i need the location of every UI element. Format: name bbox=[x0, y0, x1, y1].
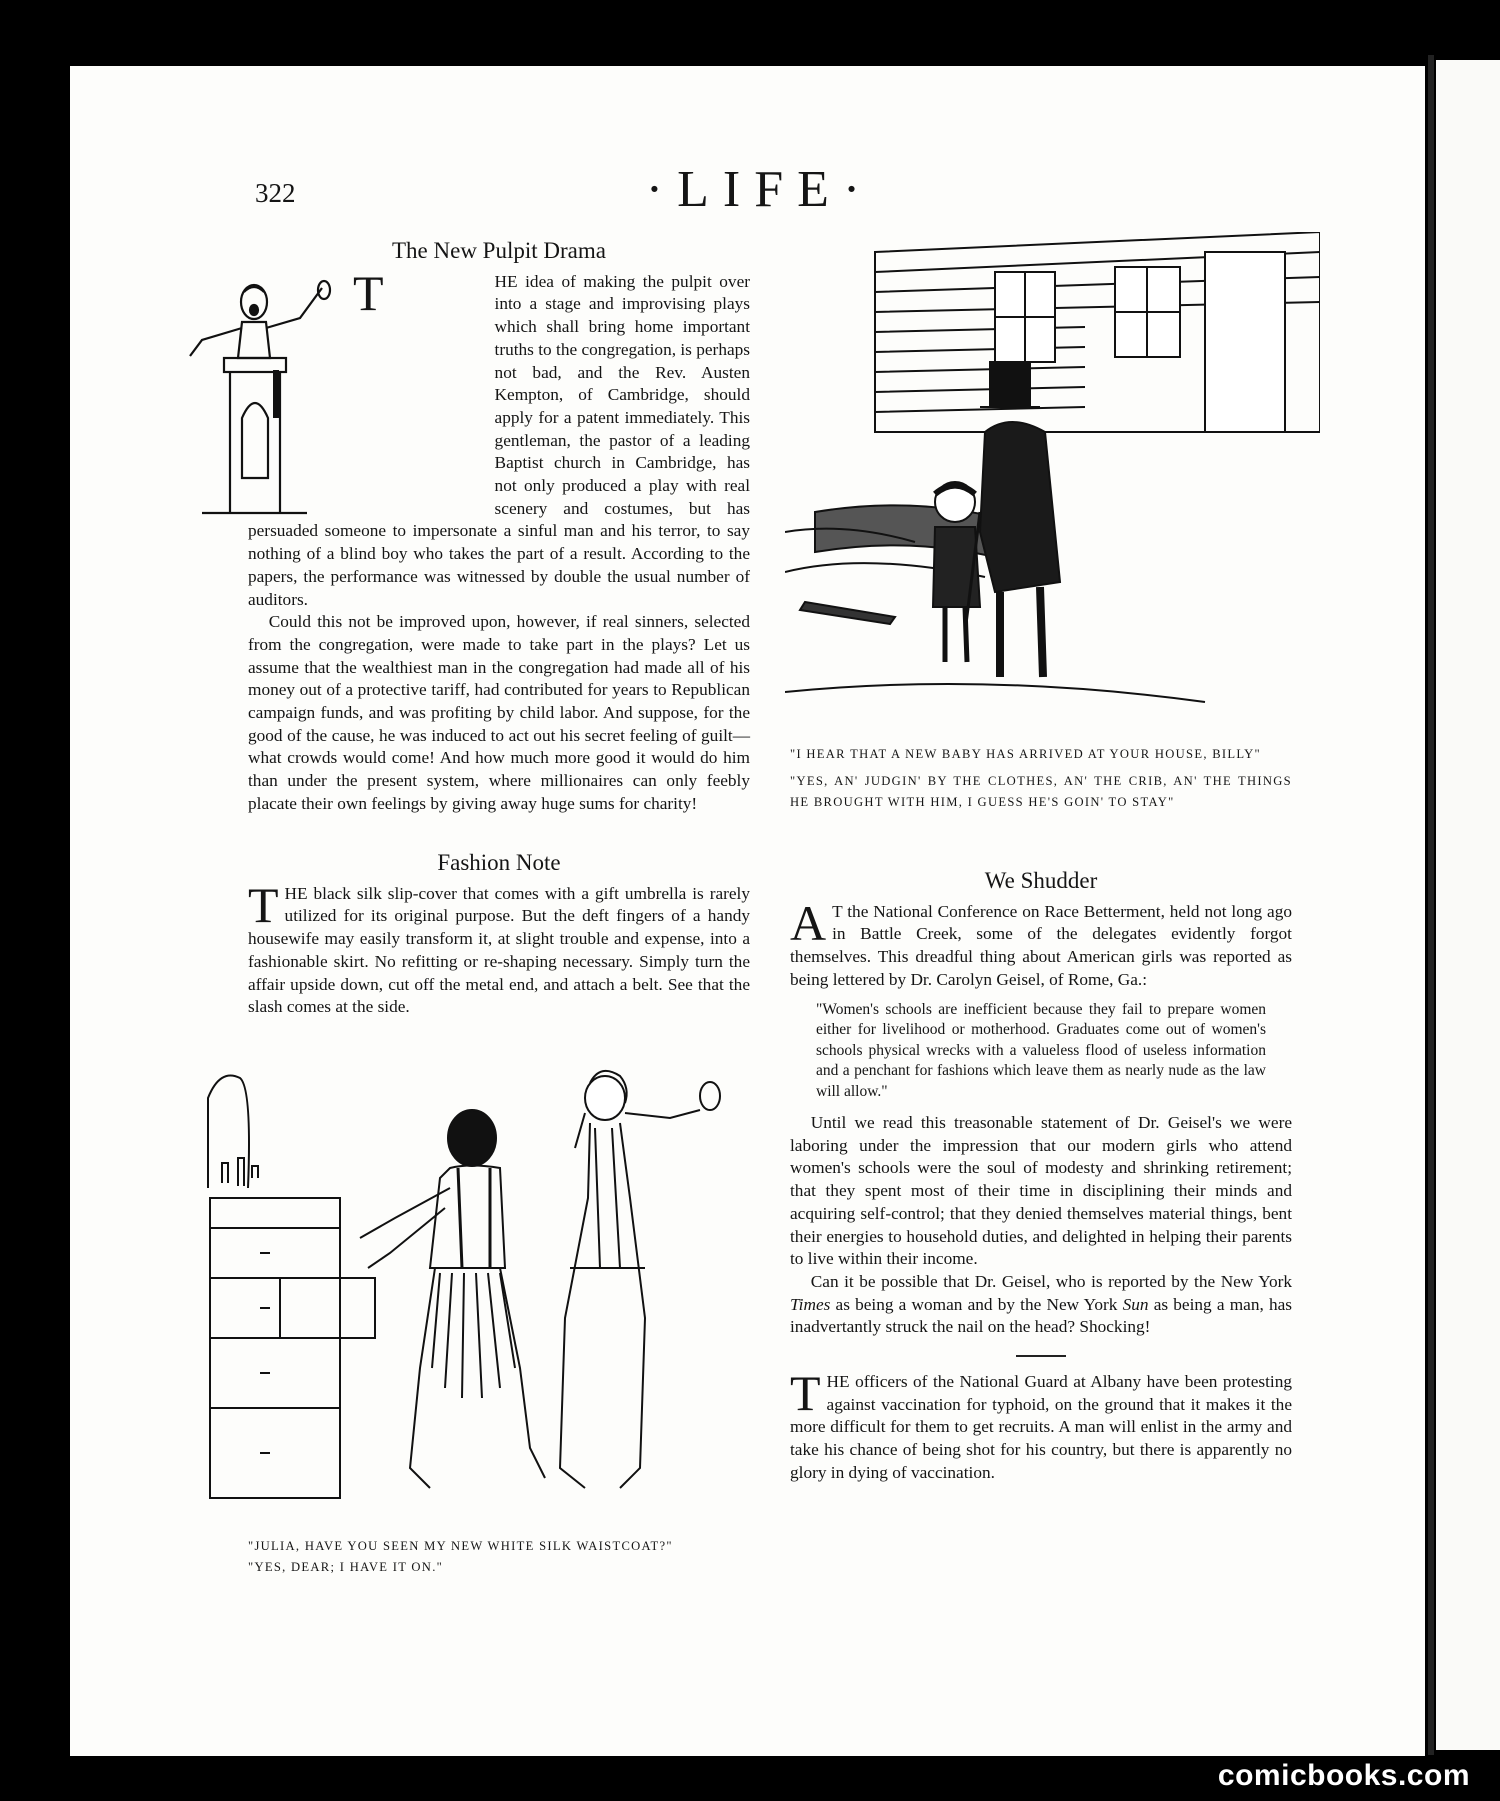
newspaper-name: Times bbox=[790, 1294, 831, 1314]
paragraph: A T the National Conference on Race Betterment, held not long ago in Battle Creek, some of the delegates evidently forgot themselves. This dreadful thing about American girls was reported as being lettered by Dr. Carolyn Geisel, of Rome, Ga.: bbox=[790, 894, 1292, 989]
page-gutter bbox=[1428, 55, 1434, 1755]
article-title: Fashion Note bbox=[437, 850, 561, 875]
article-we-shudder bbox=[790, 870, 1292, 1485]
caption-line: "JULIA, HAVE YOU SEEN MY NEW WHITE SILK WAISTCOAT?" bbox=[248, 1539, 673, 1553]
page-number: 322 bbox=[255, 178, 296, 208]
paragraph: Can it be possible that Dr. Geisel, who is reported by the New York Times as being a woman and by the New York Sun as being a man, has inadvertantly struck the nail on the head? Shocking! bbox=[790, 1271, 1293, 1337]
drop-cap: T bbox=[790, 1365, 821, 1422]
drop-cap: A bbox=[790, 894, 827, 951]
caption-line: "YES, DEAR; I HAVE IT ON." bbox=[248, 1560, 444, 1574]
divider-rule bbox=[1016, 1355, 1066, 1357]
drop-cap: T bbox=[248, 876, 279, 933]
article-fashion-note bbox=[248, 852, 750, 1019]
newspaper-name: Sun bbox=[1122, 1294, 1149, 1314]
facing-page-edge bbox=[1436, 60, 1500, 1750]
watermark-logo[interactable]: comicbooks.com bbox=[1217, 1759, 1470, 1792]
block-quote: "Women's schools are inefficient because they fail to prepare women either for livelihood or motherhood. Graduates come out of women's schools physical wrecks with a valueless flood of useless information and a penchant for fashions which leave them as nearly nude as the law will allow." bbox=[816, 1000, 1266, 1100]
drop-cap: T bbox=[353, 264, 384, 321]
caption-line: "YES, AN' JUDGIN' BY THE CLOTHES, AN' THE CRIB, AN' THE THINGS HE BROUGHT WITH HIM, I GUESS HE'S GOIN' TO STAY" bbox=[790, 774, 1292, 809]
paragraph: Could this not be improved upon, however, if real sinners, selected from the congregation, were made to take part in the plays? Let us assume that the wealthiest man in the congregation had made all of his money out of a protective tariff, had contributed for years to Republican campaign funds, and was profiting by child labor. And suppose, for the good of the cause, he was induced to act out his secret feeling of guilt—what crowds would come! And how much more good it would do him than under the present system, where millionaires can only feebly placate their own feelings by giving away huge sums for charity! bbox=[248, 612, 750, 813]
cartoon-new-baby-illustration bbox=[785, 232, 1320, 732]
article-pulpit-drama bbox=[248, 240, 750, 816]
caption-line: "I HEAR THAT A NEW BABY HAS ARRIVED AT YOUR HOUSE, BILLY" bbox=[790, 747, 1261, 761]
article-title: The New Pulpit Drama bbox=[392, 238, 606, 263]
paragraph: Until we read this treasonable statement of Dr. Geisel's we were laboring under the impression that our modern girls who attend women's schools were the soul of modesty and shrinking retirement; that they spent most of their time in disciplining their minds and acquiring self-control; that they denied themselves material things, bent their energies to household duties, and delighted in helping their parents to live within their income. bbox=[790, 1113, 1292, 1269]
cartoon-waistcoat-illustration bbox=[200, 1068, 750, 1508]
masthead: ·LIFE· bbox=[645, 161, 875, 218]
cartoon-caption-new-baby bbox=[790, 744, 1292, 813]
article-title: We Shudder bbox=[984, 868, 1098, 893]
paragraph: HE idea of making the pulpit over into a stage and improvising plays which shall bring home important truths to the congregation, is perhaps not bad, and the Rev. Austen Kempton, of Cambridge, should apply for a patent immediately. This gentleman, the pastor of a leading Baptist church in Cambridge, has not only produced a play with real scenery and costumes, but has persuaded someone to impersonate a sinful man and his terror, to say nothing of a blind boy who takes the part of a result. According to the papers, the performance was witnessed by double the usual number of auditors. bbox=[248, 271, 750, 609]
paragraph: THE black silk slip-cover that comes with a gift umbrella is rarely utilized for its original purpose. But the deft fingers of a handy housewife may easily transform it, at slight trouble and expense, into a fashionable skirt. No refitting or re-shaping necessary. Simply turn the affair upside down, cut off the metal end, and attach a belt. See that the slash comes at the side. bbox=[248, 876, 750, 1017]
paragraph-national-guard: THE officers of the National Guard at Albany have been protesting against vaccination for typhoid, on the ground that it makes it the more difficult for them to get recruits. A man will enlist in the army and take his chance of being shot for his country, but there is apparently no glory in dying of vaccination. bbox=[790, 1365, 1292, 1482]
cartoon-caption-waistcoat bbox=[248, 1536, 758, 1578]
